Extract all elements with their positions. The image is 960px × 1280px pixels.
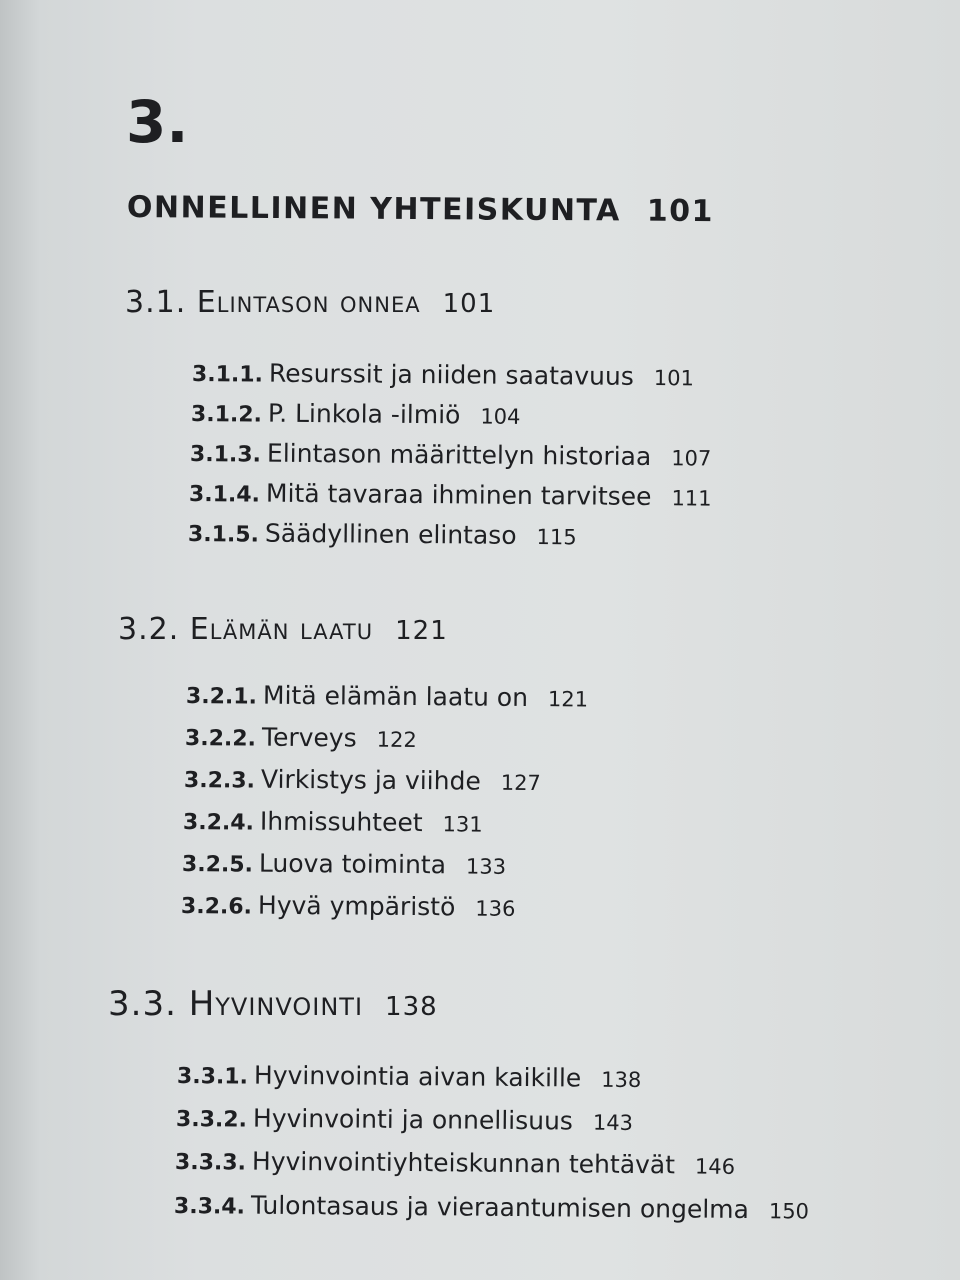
entry-number: 3.1.1. <box>191 362 264 388</box>
toc-entry <box>189 478 712 512</box>
page-number: 138 <box>385 992 438 1022</box>
toc-entry <box>183 806 483 838</box>
page-number: 101 <box>442 289 496 319</box>
entry-title: Terveys <box>261 722 357 753</box>
page-number: 131 <box>442 812 483 837</box>
toc-entry <box>177 1060 642 1093</box>
section-title: Hyvinvointi <box>188 984 364 1024</box>
toc-entry <box>182 848 506 880</box>
entry-number: 3.1.4. <box>188 482 261 508</box>
entry-number: 3.1.3. <box>189 442 262 468</box>
page-number: 115 <box>536 525 577 550</box>
toc-entry <box>191 398 521 430</box>
entry-number: 3.3.4. <box>173 1194 246 1220</box>
toc-entry <box>174 1190 809 1225</box>
entry-number: 3.3.2. <box>175 1107 248 1133</box>
page-number: 146 <box>694 1154 736 1179</box>
entry-title: Tulontasaus ja vieraantumisen ongelma <box>250 1190 750 1225</box>
entry-number: 3.2.1. <box>185 684 258 710</box>
section-heading <box>108 984 438 1024</box>
entry-title: Hyvinvointia aivan kaikille <box>253 1060 582 1093</box>
section-number: 3.3. <box>108 984 177 1024</box>
page-number: 122 <box>376 727 417 753</box>
entry-number: 3.2.3. <box>183 768 256 794</box>
page-number: 121 <box>547 687 589 712</box>
chapter-title-text: ONNELLINEN YHTEISKUNTA <box>126 190 621 229</box>
entry-title: Mitä tavaraa ihminen tarvitsee <box>265 478 652 512</box>
chapter-title <box>127 190 714 229</box>
section-number: 3.2. <box>118 612 180 647</box>
toc-entry <box>190 438 712 472</box>
page-number: 150 <box>768 1199 810 1224</box>
entry-title: Resurssit ja niiden saatavuus <box>268 358 634 391</box>
section-heading <box>118 612 448 647</box>
page-number: 107 <box>671 446 712 471</box>
entry-number: 3.2.5. <box>181 852 254 878</box>
section-number: 3.1. <box>125 285 187 320</box>
entry-title: Virkistys ja viihde <box>260 764 481 796</box>
page-number: 104 <box>480 404 521 429</box>
page-number: 101 <box>653 366 694 391</box>
entry-number: 3.1.5. <box>187 522 260 548</box>
toc-entry <box>192 358 694 391</box>
entry-title: Hyvinvointi ja onnellisuus <box>252 1103 574 1136</box>
entry-title: Hyvinvointiyhteiskunnan tehtävät <box>251 1146 676 1180</box>
entry-number: 3.2.2. <box>184 726 257 752</box>
entry-title: Luova toiminta <box>258 848 447 880</box>
entry-title: Elintason määrittelyn historiaa <box>266 438 652 472</box>
entry-number: 3.1.2. <box>190 402 263 428</box>
entry-title: Säädyllinen elintaso <box>264 518 517 550</box>
page-number: 121 <box>395 616 448 646</box>
entry-title: Mitä elämän laatu on <box>262 680 529 712</box>
toc-entry <box>184 764 541 796</box>
section-heading <box>125 285 495 320</box>
entry-number: 3.3.1. <box>176 1064 249 1090</box>
page-number: 138 <box>601 1067 642 1093</box>
entry-number: 3.3.3. <box>174 1150 247 1176</box>
section-title: Elintason onnea <box>196 285 421 320</box>
toc-entry <box>175 1146 735 1180</box>
toc-entry <box>176 1103 633 1136</box>
entry-title: Hyvä ympäristö <box>257 890 456 922</box>
page-number: 111 <box>671 486 712 511</box>
toc-entry <box>181 890 516 922</box>
page-number: 101 <box>646 193 715 230</box>
toc-entry <box>186 680 588 713</box>
section-title: Elämän laatu <box>189 612 374 647</box>
entry-number: 3.2.4. <box>182 810 255 836</box>
page-number: 143 <box>592 1110 634 1135</box>
toc-entry <box>185 722 417 753</box>
toc-entry <box>188 518 577 550</box>
page-number: 136 <box>475 896 516 921</box>
entry-title: P. Linkola -ilmiö <box>267 398 461 430</box>
entry-title: Ihmissuhteet <box>259 806 423 838</box>
page-number: 127 <box>500 770 541 796</box>
entry-number: 3.2.6. <box>180 894 253 920</box>
chapter-number: 3. <box>126 88 189 156</box>
page-number: 133 <box>465 854 507 879</box>
